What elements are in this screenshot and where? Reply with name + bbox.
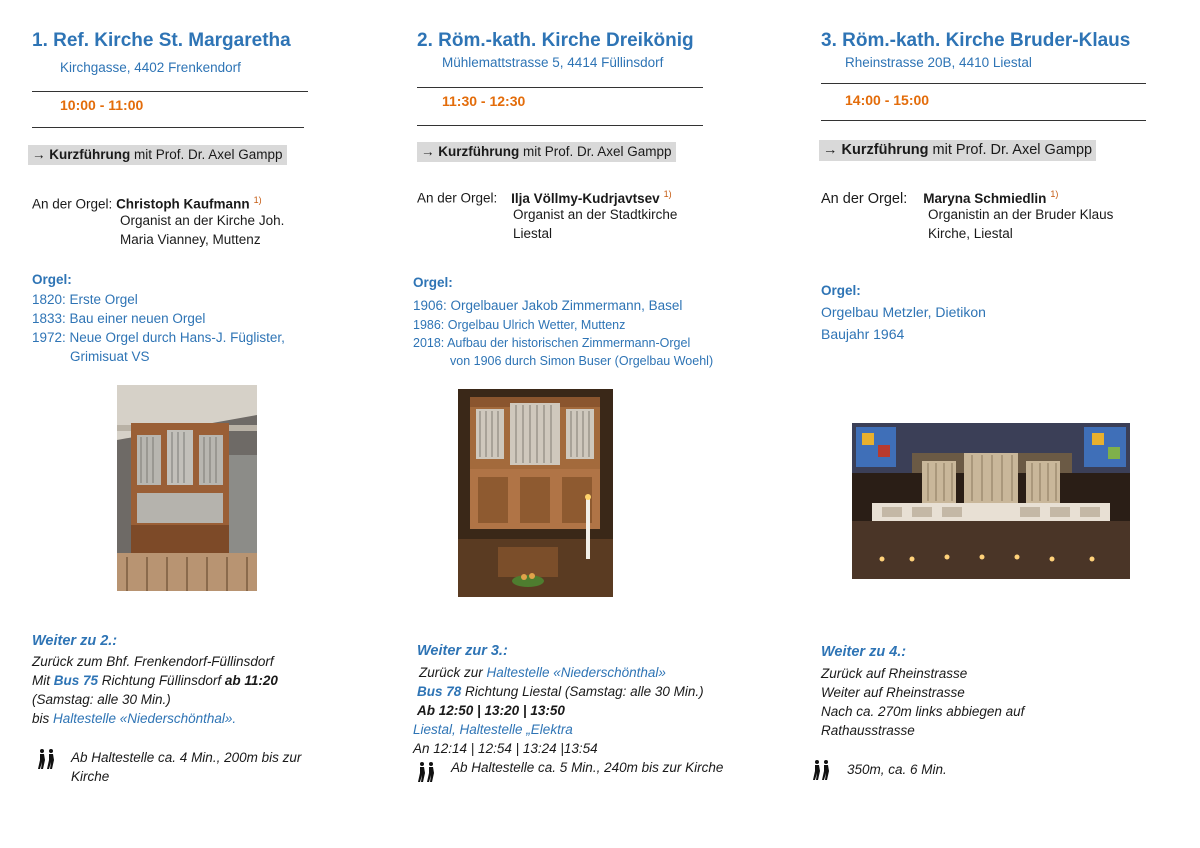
church-address: Rheinstrasse 20B, 4410 Liestal xyxy=(845,55,1032,70)
organ-history-1: 1820: Erste Orgel xyxy=(32,292,138,307)
divider xyxy=(821,83,1146,84)
walking-people-icon xyxy=(811,759,833,781)
church-title: 2. Röm.-kath. Kirche Dreikönig xyxy=(417,30,694,51)
walk-info-1: Ab Haltestelle ca. 4 Min., 200m bis zur xyxy=(71,750,302,765)
organist-info-1: Organist an der Stadtkirche xyxy=(513,207,678,222)
next-line-4: Rathausstrasse xyxy=(821,723,915,738)
walking-people-icon xyxy=(416,761,438,783)
organist-info-2: Liestal xyxy=(513,226,553,241)
organist-name: Christoph Kaufmann xyxy=(116,196,250,212)
footnote-mark: 1) xyxy=(253,195,262,205)
footnote-mark: 1) xyxy=(1050,189,1059,199)
walking-people-icon xyxy=(36,748,58,770)
divider xyxy=(417,87,703,88)
divider xyxy=(417,125,703,126)
divider xyxy=(821,120,1146,121)
next-line-1 xyxy=(419,663,666,683)
tour-label: Kurzführung xyxy=(49,147,131,162)
organist-name: Maryna Schmiedlin xyxy=(923,190,1047,206)
next-line-1: Zurück auf Rheinstrasse xyxy=(821,666,968,681)
next-line-3: (Samstag: alle 30 Min.) xyxy=(32,692,171,707)
next-line-2 xyxy=(417,682,704,702)
column-church-2 xyxy=(400,0,800,848)
organist-label: An der Orgel: xyxy=(417,190,498,206)
bus-stop: Haltestelle «Niederschönthal» xyxy=(486,665,666,680)
next-text: Zurück zur xyxy=(419,665,487,680)
next-line-5: An 12:14 | 12:54 | 13:24 |13:54 xyxy=(413,741,598,756)
walk-info-2: Kirche xyxy=(71,769,110,784)
organ-history-1: Orgelbau Metzler, Dietikon xyxy=(821,304,986,320)
time-slot: 14:00 - 15:00 xyxy=(845,92,930,108)
column-church-3 xyxy=(805,0,1200,848)
arrow-right-icon: → xyxy=(421,144,435,159)
church-title: 3. Röm.-kath. Kirche Bruder-Klaus xyxy=(821,30,1131,51)
organist-info-2: Kirche, Liestal xyxy=(928,226,1013,241)
divider xyxy=(32,91,308,92)
next-heading: Weiter zur 3.: xyxy=(417,643,508,659)
next-text: bis xyxy=(32,711,54,726)
next-line-4 xyxy=(32,709,236,729)
organist-info-1: Organist an der Kirche Joh. xyxy=(120,213,285,228)
bus-stop: Liestal, Haltestelle „Elektra xyxy=(413,722,573,737)
organ-photo-margaretha xyxy=(117,385,257,591)
departure-time: ab 11:20 xyxy=(224,673,278,688)
next-text: Richtung Liestal (Samstag: alle 30 Min.) xyxy=(461,684,704,699)
organist-info-2: Maria Vianney, Muttenz xyxy=(120,232,261,247)
next-heading: Weiter zu 4.: xyxy=(821,644,907,660)
organ-history-2: Baujahr 1964 xyxy=(821,326,905,342)
next-line-4 xyxy=(413,720,573,740)
next-heading: Weiter zu 2.: xyxy=(32,633,118,649)
church-title: 1. Ref. Kirche St. Margaretha xyxy=(32,30,291,51)
time-slot: 11:30 - 12:30 xyxy=(442,93,526,109)
bus-number: Bus 75 xyxy=(53,673,99,688)
organ-photo-bruder-klaus xyxy=(852,423,1130,579)
tour-guide: mit Prof. Dr. Axel Gampp xyxy=(519,144,672,159)
organ-history-4: von 1906 durch Simon Buser (Orgelbau Woehl) xyxy=(450,354,714,368)
organist-name: Ilja Völlmy-Kudrjavtsev xyxy=(511,190,660,206)
church-address: Mühlemattstrasse 5, 4414 Füllinsdorf xyxy=(442,55,664,70)
church-address: Kirchgasse, 4402 Frenkendorf xyxy=(60,60,241,75)
column-church-1 xyxy=(0,0,390,848)
tour-note xyxy=(417,142,676,162)
next-line-2 xyxy=(32,671,278,691)
tour-note xyxy=(28,145,287,165)
organ-label: Orgel: xyxy=(821,283,861,298)
next-text: Richtung Füllinsdorf xyxy=(98,673,225,688)
departure-times: Ab 12:50 | 13:20 | 13:50 xyxy=(417,703,565,718)
tour-guide: mit Prof. Dr. Axel Gampp xyxy=(130,147,283,162)
organist-info-1: Organistin an der Bruder Klaus xyxy=(928,207,1114,222)
walk-info-1: Ab Haltestelle ca. 5 Min., 240m bis zur Kirche xyxy=(451,760,724,775)
bus-number: Bus 78 xyxy=(417,684,462,699)
footnote-mark: 1) xyxy=(663,189,672,199)
next-line-2: Weiter auf Rheinstrasse xyxy=(821,685,965,700)
bus-stop: Haltestelle «Niederschönthal». xyxy=(53,711,237,726)
organ-label: Orgel: xyxy=(32,272,72,287)
tour-guide: mit Prof. Dr. Axel Gampp xyxy=(928,142,1093,158)
tour-label: Kurzführung xyxy=(841,142,929,158)
arrow-right-icon: → xyxy=(32,147,46,162)
organist-label: An der Orgel: xyxy=(32,196,113,212)
time-slot: 10:00 - 11:00 xyxy=(60,97,144,113)
arrow-right-icon: → xyxy=(823,142,838,158)
organ-history-2: 1833: Bau einer neuen Orgel xyxy=(32,311,206,326)
tour-note xyxy=(819,140,1096,161)
organ-history-3: 2018: Aufbau der historischen Zimmermann-Orgel xyxy=(413,336,691,350)
organ-label: Orgel: xyxy=(413,275,453,290)
tour-label: Kurzführung xyxy=(438,144,520,159)
organist-label: An der Orgel: xyxy=(821,190,908,207)
organ-history-1: 1906: Orgelbauer Jakob Zimmermann, Basel xyxy=(413,298,683,313)
next-line-1: Zurück zum Bhf. Frenkendorf-Füllinsdorf xyxy=(32,654,274,669)
walk-info-1: 350m, ca. 6 Min. xyxy=(847,762,947,777)
next-line-3 xyxy=(417,701,565,721)
next-line-3: Nach ca. 270m links abbiegen auf xyxy=(821,704,1025,719)
divider xyxy=(32,127,304,128)
next-text: Mit xyxy=(32,673,54,688)
organ-photo-dreikoenig xyxy=(458,389,613,597)
organ-history-2: 1986: Orgelbau Ulrich Wetter, Muttenz xyxy=(413,318,626,332)
organ-history-3: 1972: Neue Orgel durch Hans-J. Füglister, xyxy=(32,330,285,345)
organ-history-4: Grimisuat VS xyxy=(70,349,150,364)
